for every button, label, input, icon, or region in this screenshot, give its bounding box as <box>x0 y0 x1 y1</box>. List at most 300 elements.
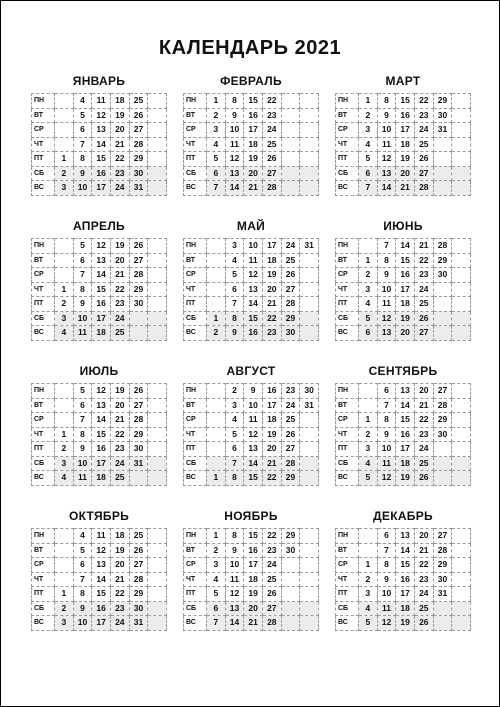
day-cell: 16 <box>396 268 415 283</box>
day-cell: 10 <box>73 616 92 631</box>
day-cell <box>452 123 471 138</box>
day-cell <box>452 558 471 573</box>
day-cell <box>281 123 300 138</box>
weekday-label: СБ <box>32 601 55 616</box>
day-cell: 26 <box>129 384 148 399</box>
day-cell: 29 <box>433 413 452 428</box>
day-cell: 20 <box>396 166 415 181</box>
day-cell <box>433 181 452 196</box>
day-cell: 14 <box>92 572 111 587</box>
day-cell: 4 <box>359 297 378 312</box>
day-cell: 15 <box>396 558 415 573</box>
month-name: ИЮНЬ <box>383 219 423 233</box>
day-cell: 18 <box>244 137 263 152</box>
day-cell: 5 <box>207 587 226 602</box>
day-cell: 25 <box>129 94 148 109</box>
day-cell: 3 <box>207 558 226 573</box>
day-cell: 15 <box>92 587 111 602</box>
day-cell <box>148 601 167 616</box>
day-cell: 2 <box>207 108 226 123</box>
day-cell: 4 <box>225 253 244 268</box>
day-cell: 3 <box>359 587 378 602</box>
day-cell <box>148 123 167 138</box>
weekday-label: ПН <box>336 384 359 399</box>
weekday-label: ВС <box>336 471 359 486</box>
day-cell <box>433 601 452 616</box>
weekday-row <box>184 442 319 457</box>
day-cell: 14 <box>244 456 263 471</box>
day-cell: 21 <box>414 239 433 254</box>
day-cell <box>300 152 319 167</box>
day-cell: 14 <box>396 543 415 558</box>
month-may <box>183 219 319 341</box>
day-cell: 28 <box>129 137 148 152</box>
day-cell: 14 <box>244 297 263 312</box>
day-cell: 10 <box>73 456 92 471</box>
day-cell: 6 <box>207 166 226 181</box>
weekday-row <box>32 166 167 181</box>
month-november <box>183 509 319 631</box>
day-cell: 13 <box>244 282 263 297</box>
day-cell: 16 <box>244 326 263 341</box>
day-cell: 26 <box>414 616 433 631</box>
weekday-label: ЧТ <box>32 427 55 442</box>
day-cell: 13 <box>92 398 111 413</box>
day-cell: 10 <box>244 398 263 413</box>
weekday-row <box>336 587 471 602</box>
weekday-row <box>32 239 167 254</box>
weekday-label: ВТ <box>184 398 207 413</box>
month-march <box>335 74 471 196</box>
weekday-label: ЧТ <box>32 572 55 587</box>
weekday-label: СР <box>336 413 359 428</box>
day-cell: 31 <box>300 239 319 254</box>
day-cell: 17 <box>244 558 263 573</box>
day-cell: 13 <box>92 123 111 138</box>
day-cell <box>281 166 300 181</box>
day-cell: 17 <box>396 282 415 297</box>
month-grid <box>183 528 319 631</box>
weekday-label: ВС <box>32 616 55 631</box>
month-grid <box>335 528 471 631</box>
day-cell: 24 <box>414 587 433 602</box>
day-cell <box>433 137 452 152</box>
weekday-label: ЧТ <box>184 572 207 587</box>
day-cell <box>359 543 378 558</box>
weekday-row <box>336 181 471 196</box>
day-cell: 30 <box>433 108 452 123</box>
day-cell <box>452 108 471 123</box>
day-cell: 18 <box>92 471 111 486</box>
weekday-row <box>32 587 167 602</box>
day-cell: 13 <box>244 442 263 457</box>
weekday-label: ПН <box>336 529 359 544</box>
day-cell: 11 <box>244 253 263 268</box>
day-cell: 5 <box>359 311 378 326</box>
day-cell: 8 <box>225 311 244 326</box>
day-cell: 10 <box>377 282 396 297</box>
day-cell: 17 <box>262 239 281 254</box>
weekday-label: ВС <box>336 326 359 341</box>
day-cell <box>281 616 300 631</box>
day-cell: 15 <box>396 94 415 109</box>
weekday-label: ВТ <box>184 543 207 558</box>
weekday-label: ВТ <box>336 108 359 123</box>
weekday-label: СБ <box>336 456 359 471</box>
day-cell: 16 <box>92 601 111 616</box>
day-cell: 8 <box>377 558 396 573</box>
day-cell <box>148 558 167 573</box>
day-cell: 16 <box>92 297 111 312</box>
day-cell: 17 <box>92 456 111 471</box>
day-cell: 31 <box>300 398 319 413</box>
month-grid <box>31 238 167 341</box>
day-cell: 30 <box>281 543 300 558</box>
weekday-label: ВС <box>184 181 207 196</box>
weekday-row <box>336 123 471 138</box>
day-cell: 26 <box>262 587 281 602</box>
day-cell <box>148 384 167 399</box>
weekday-label: СБ <box>336 601 359 616</box>
day-cell: 16 <box>262 384 281 399</box>
weekday-row <box>32 311 167 326</box>
day-cell: 2 <box>359 108 378 123</box>
day-cell: 10 <box>73 181 92 196</box>
day-cell <box>55 137 74 152</box>
day-cell: 28 <box>433 398 452 413</box>
day-cell: 6 <box>359 326 378 341</box>
weekday-row <box>32 268 167 283</box>
day-cell: 20 <box>110 123 129 138</box>
day-cell: 3 <box>55 616 74 631</box>
day-cell: 25 <box>414 601 433 616</box>
day-cell <box>359 384 378 399</box>
day-cell <box>148 543 167 558</box>
weekday-label: СБ <box>32 166 55 181</box>
day-cell: 12 <box>377 616 396 631</box>
day-cell: 2 <box>207 326 226 341</box>
day-cell <box>148 268 167 283</box>
day-cell <box>148 94 167 109</box>
weekday-row <box>336 427 471 442</box>
weekday-row <box>184 137 319 152</box>
day-cell <box>433 456 452 471</box>
day-cell: 11 <box>92 529 111 544</box>
weekday-label: ПТ <box>32 442 55 457</box>
weekday-row <box>32 123 167 138</box>
month-december <box>335 509 471 631</box>
weekday-row <box>32 297 167 312</box>
day-cell <box>452 543 471 558</box>
weekday-label: ВТ <box>336 253 359 268</box>
day-cell: 7 <box>73 572 92 587</box>
month-name: НОЯБРЬ <box>224 509 278 523</box>
weekday-label: ПТ <box>336 587 359 602</box>
day-cell: 23 <box>262 326 281 341</box>
day-cell: 1 <box>55 282 74 297</box>
day-cell: 5 <box>225 268 244 283</box>
day-cell: 25 <box>110 471 129 486</box>
day-cell: 5 <box>207 152 226 167</box>
day-cell <box>55 543 74 558</box>
day-cell: 21 <box>110 413 129 428</box>
month-grid <box>183 383 319 486</box>
day-cell: 22 <box>414 558 433 573</box>
day-cell: 11 <box>73 471 92 486</box>
day-cell: 31 <box>129 456 148 471</box>
day-cell <box>452 152 471 167</box>
day-cell: 27 <box>433 529 452 544</box>
day-cell: 2 <box>207 543 226 558</box>
day-cell: 9 <box>225 326 244 341</box>
weekday-label: ПН <box>336 239 359 254</box>
day-cell <box>359 239 378 254</box>
day-cell: 8 <box>225 94 244 109</box>
weekday-label: ЧТ <box>32 282 55 297</box>
day-cell: 13 <box>396 529 415 544</box>
day-cell: 28 <box>281 297 300 312</box>
weekday-label: ПТ <box>184 442 207 457</box>
day-cell: 23 <box>110 442 129 457</box>
day-cell <box>281 601 300 616</box>
day-cell: 3 <box>55 181 74 196</box>
day-cell: 22 <box>110 152 129 167</box>
day-cell <box>433 442 452 457</box>
weekday-label: СР <box>184 558 207 573</box>
weekday-label: ВТ <box>32 398 55 413</box>
day-cell: 29 <box>129 282 148 297</box>
day-cell: 26 <box>414 471 433 486</box>
day-cell: 11 <box>244 413 263 428</box>
month-name: АПРЕЛЬ <box>73 219 125 233</box>
weekday-row <box>336 253 471 268</box>
day-cell: 19 <box>110 384 129 399</box>
weekday-row <box>184 268 319 283</box>
day-cell: 19 <box>262 268 281 283</box>
day-cell: 26 <box>129 543 148 558</box>
weekday-label: ПН <box>32 384 55 399</box>
day-cell: 21 <box>244 181 263 196</box>
day-cell: 29 <box>129 152 148 167</box>
weekday-label: ПН <box>32 239 55 254</box>
day-cell <box>452 398 471 413</box>
weekday-row <box>184 326 319 341</box>
weekday-label: СР <box>336 268 359 283</box>
day-cell: 3 <box>55 456 74 471</box>
day-cell: 21 <box>110 137 129 152</box>
weekday-row <box>184 152 319 167</box>
day-cell: 1 <box>359 413 378 428</box>
day-cell <box>300 94 319 109</box>
day-cell: 30 <box>433 427 452 442</box>
day-cell <box>433 471 452 486</box>
day-cell: 28 <box>129 413 148 428</box>
weekday-label: ВС <box>184 616 207 631</box>
day-cell: 22 <box>262 311 281 326</box>
day-cell: 18 <box>244 572 263 587</box>
day-cell: 7 <box>377 543 396 558</box>
day-cell: 13 <box>377 166 396 181</box>
day-cell: 4 <box>225 413 244 428</box>
day-cell <box>281 558 300 573</box>
day-cell: 29 <box>129 427 148 442</box>
weekday-row <box>32 413 167 428</box>
weekday-row <box>184 558 319 573</box>
day-cell: 7 <box>207 181 226 196</box>
weekday-label: ЧТ <box>184 137 207 152</box>
day-cell: 1 <box>359 253 378 268</box>
day-cell: 7 <box>359 181 378 196</box>
day-cell: 23 <box>281 384 300 399</box>
day-cell <box>452 137 471 152</box>
day-cell <box>452 326 471 341</box>
day-cell: 29 <box>129 587 148 602</box>
day-cell <box>148 529 167 544</box>
day-cell: 11 <box>92 94 111 109</box>
day-cell <box>55 94 74 109</box>
day-cell: 10 <box>225 558 244 573</box>
day-cell <box>452 616 471 631</box>
weekday-label: СР <box>184 123 207 138</box>
day-cell <box>300 471 319 486</box>
day-cell: 9 <box>73 601 92 616</box>
weekday-label: ВТ <box>184 108 207 123</box>
day-cell <box>300 166 319 181</box>
day-cell: 27 <box>262 166 281 181</box>
day-cell: 8 <box>377 253 396 268</box>
day-cell <box>300 108 319 123</box>
day-cell: 17 <box>92 311 111 326</box>
day-cell: 8 <box>377 94 396 109</box>
day-cell: 8 <box>73 282 92 297</box>
weekday-label: ЧТ <box>336 282 359 297</box>
day-cell <box>281 108 300 123</box>
weekday-label: ВТ <box>336 543 359 558</box>
day-cell: 17 <box>244 123 263 138</box>
month-january <box>31 74 167 196</box>
day-cell: 23 <box>110 601 129 616</box>
weekday-label: ЧТ <box>184 427 207 442</box>
day-cell: 19 <box>396 471 415 486</box>
month-grid <box>335 238 471 341</box>
day-cell <box>207 442 226 457</box>
weekday-label: ПТ <box>184 152 207 167</box>
day-cell <box>433 297 452 312</box>
day-cell: 6 <box>73 123 92 138</box>
day-cell: 20 <box>110 398 129 413</box>
day-cell <box>148 108 167 123</box>
day-cell <box>148 152 167 167</box>
day-cell: 24 <box>414 123 433 138</box>
day-cell <box>300 282 319 297</box>
day-cell: 27 <box>414 326 433 341</box>
day-cell <box>207 413 226 428</box>
day-cell <box>300 311 319 326</box>
day-cell: 20 <box>244 601 263 616</box>
weekday-label: ВТ <box>32 253 55 268</box>
day-cell <box>452 282 471 297</box>
weekday-row <box>184 123 319 138</box>
day-cell: 2 <box>359 268 378 283</box>
day-cell: 24 <box>281 239 300 254</box>
day-cell <box>452 166 471 181</box>
day-cell: 18 <box>396 297 415 312</box>
weekday-label: ВТ <box>184 253 207 268</box>
day-cell <box>207 253 226 268</box>
day-cell: 1 <box>55 427 74 442</box>
weekday-label: ВТ <box>32 108 55 123</box>
weekday-row <box>32 616 167 631</box>
day-cell: 25 <box>414 456 433 471</box>
day-cell: 17 <box>396 442 415 457</box>
day-cell: 19 <box>262 427 281 442</box>
weekday-label: СБ <box>184 601 207 616</box>
weekday-label: СР <box>184 413 207 428</box>
day-cell <box>55 239 74 254</box>
weekday-row <box>336 282 471 297</box>
day-cell <box>148 427 167 442</box>
weekday-row <box>184 181 319 196</box>
weekday-label: ПТ <box>336 442 359 457</box>
weekday-row <box>184 384 319 399</box>
day-cell <box>300 558 319 573</box>
day-cell <box>300 413 319 428</box>
month-april <box>31 219 167 341</box>
weekday-label: ПТ <box>32 587 55 602</box>
day-cell: 3 <box>359 442 378 457</box>
day-cell <box>452 297 471 312</box>
day-cell: 27 <box>281 442 300 457</box>
day-cell: 14 <box>396 398 415 413</box>
month-name: МАРТ <box>385 74 421 88</box>
month-name: ЯНВАРЬ <box>72 74 126 88</box>
day-cell: 5 <box>73 239 92 254</box>
day-cell: 18 <box>262 413 281 428</box>
day-cell: 8 <box>73 587 92 602</box>
day-cell <box>300 601 319 616</box>
day-cell: 28 <box>129 572 148 587</box>
page-title: КАЛЕНДАРЬ 2021 <box>158 37 342 59</box>
day-cell: 23 <box>110 297 129 312</box>
weekday-label: ПН <box>32 529 55 544</box>
day-cell: 6 <box>225 282 244 297</box>
day-cell <box>300 181 319 196</box>
day-cell: 4 <box>359 601 378 616</box>
weekday-row <box>336 297 471 312</box>
day-cell: 8 <box>73 152 92 167</box>
month-grid <box>183 238 319 341</box>
day-cell: 6 <box>377 529 396 544</box>
day-cell: 11 <box>73 326 92 341</box>
day-cell: 17 <box>396 587 415 602</box>
day-cell: 22 <box>110 427 129 442</box>
day-cell <box>148 239 167 254</box>
day-cell: 6 <box>207 601 226 616</box>
day-cell: 7 <box>377 239 396 254</box>
day-cell <box>359 398 378 413</box>
day-cell: 12 <box>92 108 111 123</box>
day-cell <box>359 529 378 544</box>
day-cell: 14 <box>225 181 244 196</box>
day-cell: 3 <box>225 398 244 413</box>
day-cell: 15 <box>244 311 263 326</box>
weekday-row <box>336 558 471 573</box>
weekday-row <box>336 108 471 123</box>
weekday-label: ВС <box>32 181 55 196</box>
day-cell: 27 <box>129 398 148 413</box>
day-cell: 18 <box>262 253 281 268</box>
day-cell: 6 <box>377 384 396 399</box>
